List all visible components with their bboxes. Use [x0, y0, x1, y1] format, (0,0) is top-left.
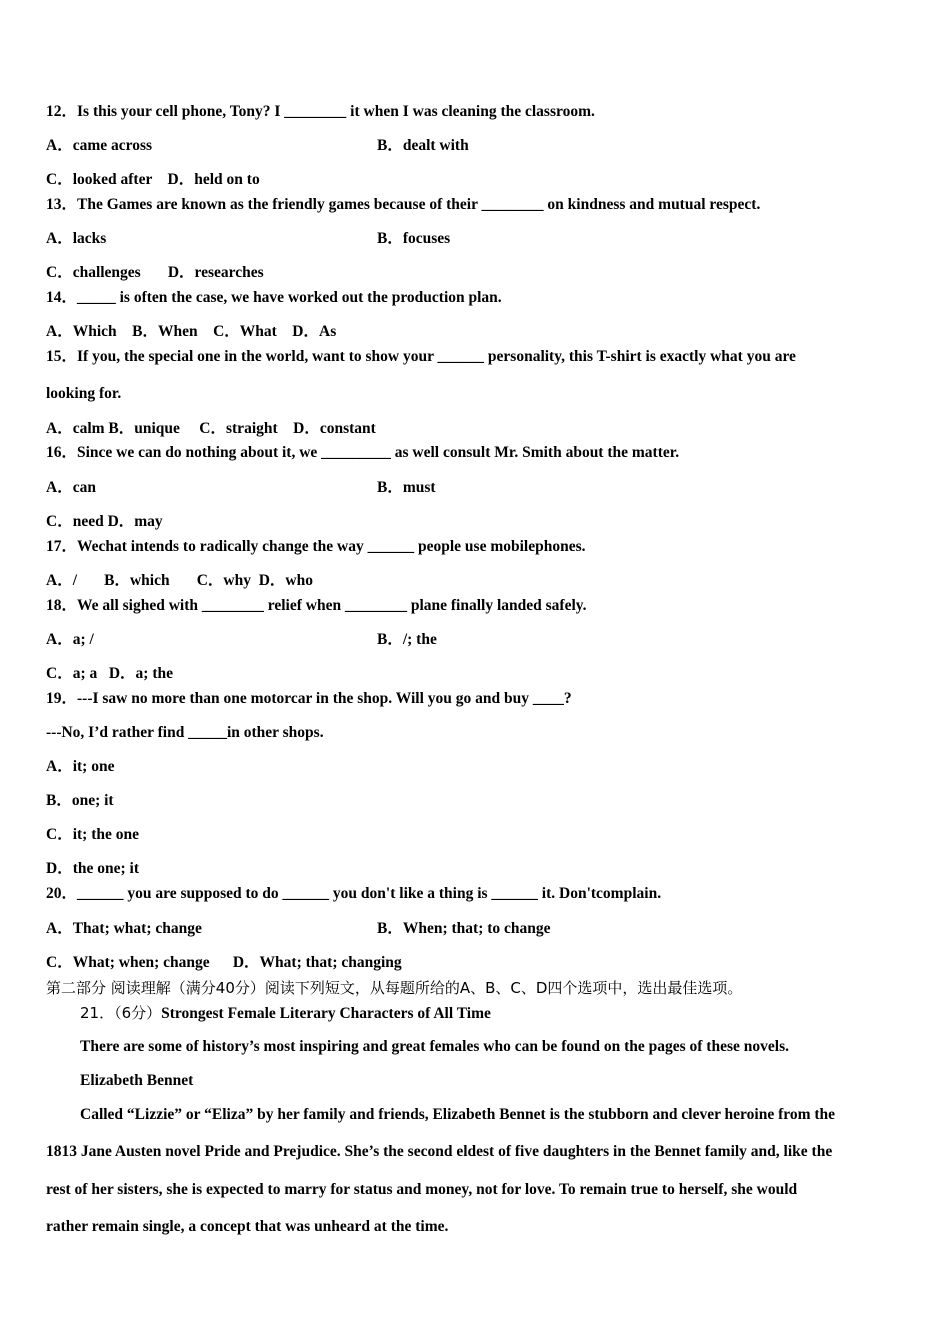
- q17-options: A．/ B．which C．why D．who: [46, 572, 313, 589]
- passage-subheading: Elizabeth Bennet: [80, 1072, 194, 1089]
- q20-stem: 20．______ you are supposed to do ______ you don't like a thing is ______ it. Don'tcomplain.: [46, 885, 662, 902]
- q13-option-b: B．focuses: [377, 230, 451, 247]
- q21-title-row: [80, 1003, 491, 1024]
- passage-paragraph-line: rather remain single, a concept that was unheard at the time.: [46, 1218, 449, 1235]
- q16-stem: 16．Since we can do nothing about it, we _________ as well consult Mr. Smith about the matter.: [46, 444, 680, 461]
- q16-option-a: A．can: [46, 479, 96, 496]
- q15-stem-line-1: 15．If you, the special one in the world, want to show your ______ personality, this T-shirt is exactly what you are: [46, 348, 796, 365]
- q18-option-b: B．/; the: [377, 631, 437, 648]
- q17-stem: 17．Wechat intends to radically change the way ______ people use mobilephones.: [46, 538, 586, 555]
- q13-stem: 13．The Games are known as the friendly games because of their ________ on kindness and mutual respect.: [46, 196, 761, 213]
- q19-stem-line-2: ---No, I’d rather find _____in other shops.: [46, 724, 324, 741]
- q20-option-c-d: C．What; when; change D．What; that; changing: [46, 954, 402, 971]
- q12-option-c-d: C．looked after D．held on to: [46, 171, 260, 188]
- q12-option-b: B．dealt with: [377, 137, 469, 154]
- part2-heading: 第二部分 阅读理解（满分40分）阅读下列短文，从每题所给的A、B、C、D四个选项中，选出最佳选项。: [46, 979, 743, 997]
- q14-options: A．Which B．When C．What D．As: [46, 323, 337, 340]
- q19-option-d: D．the one; it: [46, 860, 139, 877]
- q19-option-c: C．it; the one: [46, 826, 139, 843]
- q19-stem-line-1: 19．---I saw no more than one motorcar in the shop. Will you go and buy ____?: [46, 690, 572, 707]
- q16-option-c-d: C．need D．may: [46, 513, 163, 530]
- q21-label: 21．（6分）: [80, 1004, 162, 1022]
- q18-option-c-d: C．a; a D．a; the: [46, 665, 173, 682]
- q18-stem: 18．We all sighed with ________ relief when ________ plane finally landed safely.: [46, 597, 587, 614]
- passage-paragraph-line: 1813 Jane Austen novel Pride and Prejudice. She’s the second eldest of five daughters in the Bennet family and, like the: [46, 1143, 833, 1160]
- q12-stem: 12．Is this your cell phone, Tony? I ________ it when I was cleaning the classroom.: [46, 103, 595, 120]
- q13-option-c-d: C．challenges D．researches: [46, 264, 264, 281]
- q16-option-b: B．must: [377, 479, 436, 496]
- passage-paragraph-line: Called “Lizzie” or “Eliza” by her family and friends, Elizabeth Bennet is the stubborn and clever heroine from the: [80, 1106, 836, 1123]
- q12-option-a: A．came across: [46, 137, 153, 154]
- q13-option-a: A．lacks: [46, 230, 107, 247]
- q21-title: Strongest Female Literary Characters of All Time: [161, 1005, 491, 1022]
- q15-options: A．calm B．unique C．straight D．constant: [46, 420, 376, 437]
- passage-intro: There are some of history’s most inspiring and great females who can be found on the pages of these novels.: [80, 1038, 789, 1055]
- q19-option-a: A．it; one: [46, 758, 115, 775]
- q20-option-a: A．That; what; change: [46, 920, 202, 937]
- passage-paragraph-line: rest of her sisters, she is expected to marry for status and money, not for love. To remain true to herself, she would: [46, 1181, 798, 1198]
- q19-option-b: B．one; it: [46, 792, 114, 809]
- q18-option-a: A．a; /: [46, 631, 94, 648]
- q14-stem: 14．_____ is often the case, we have worked out the production plan.: [46, 289, 502, 306]
- q20-option-b: B．When; that; to change: [377, 920, 551, 937]
- q15-stem-line-2: looking for.: [46, 385, 122, 402]
